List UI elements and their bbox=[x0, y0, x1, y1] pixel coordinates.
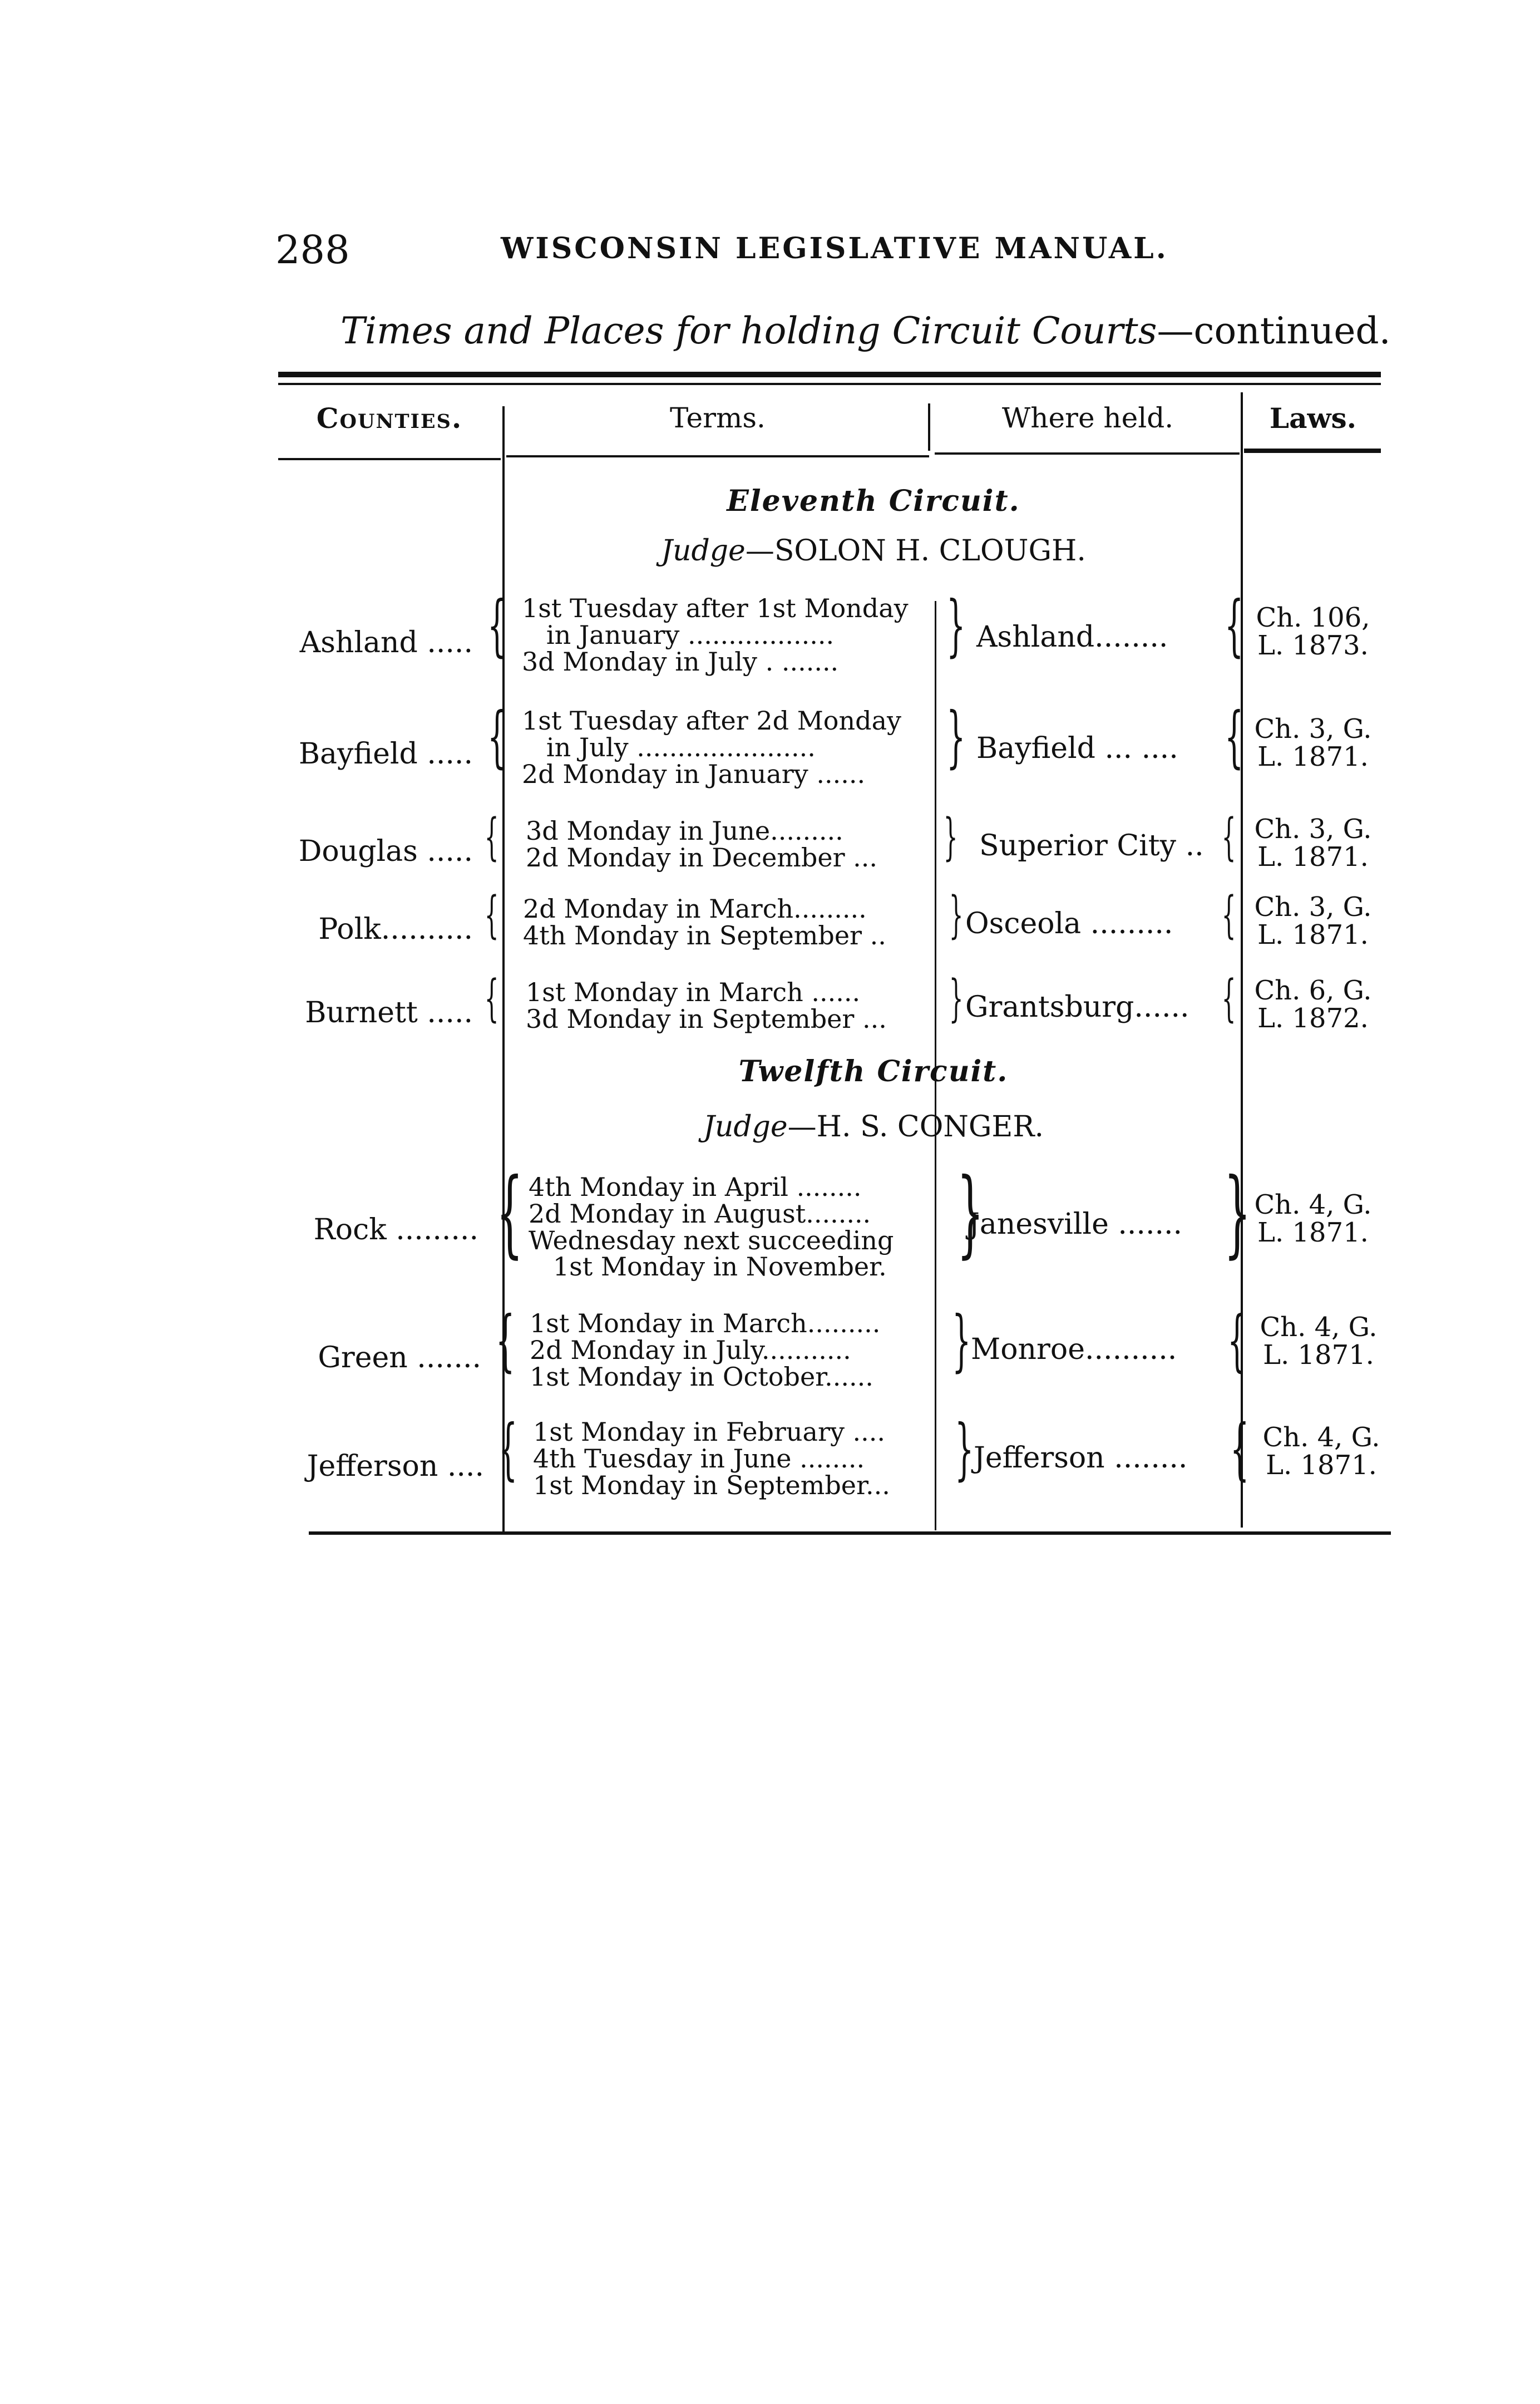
terms-burnett bbox=[526, 979, 887, 1033]
law-polk bbox=[1246, 893, 1380, 949]
law-rock bbox=[1246, 1191, 1380, 1247]
law-green bbox=[1252, 1313, 1385, 1370]
term-line: 1st Monday in October...... bbox=[530, 1361, 873, 1392]
circuit-name: Twelfth Circuit. bbox=[738, 1055, 1009, 1088]
brace-polk-terms: } bbox=[949, 886, 964, 944]
caption-rest: —continued. bbox=[1157, 309, 1391, 352]
place-ashland: Ashland........ bbox=[976, 620, 1168, 654]
header-underline-terms bbox=[506, 455, 929, 457]
term-line: 2d Monday in January ...... bbox=[522, 758, 866, 789]
county-ashland: Ashland ..... bbox=[299, 626, 473, 659]
brace-jefferson-county: { bbox=[498, 1411, 518, 1488]
column-rule-2 bbox=[928, 403, 930, 451]
brace-douglas-place: { bbox=[1221, 808, 1236, 866]
law-line: L. 1871. bbox=[1263, 1339, 1374, 1371]
term-line: 2d Monday in December ... bbox=[526, 842, 878, 873]
county-rock: Rock ......... bbox=[313, 1213, 478, 1247]
term-line: Wednesday next succeeding bbox=[529, 1225, 894, 1255]
caption-italic: Times and Places for holding Circuit Courts bbox=[340, 309, 1157, 352]
header-underline-where bbox=[935, 452, 1240, 455]
law-line: Ch. 106, bbox=[1256, 602, 1370, 633]
law-line: L. 1871. bbox=[1266, 1450, 1377, 1481]
place-jefferson: Jefferson ........ bbox=[974, 1441, 1188, 1475]
brace-douglas-terms: } bbox=[943, 808, 958, 866]
brace-douglas-county: { bbox=[484, 808, 499, 866]
circuit-name: Eleventh Circuit. bbox=[727, 484, 1020, 518]
term-line: 3d Monday in September ... bbox=[526, 1003, 887, 1034]
law-line: L. 1871. bbox=[1257, 1217, 1369, 1249]
terms-bayfield bbox=[522, 708, 901, 787]
term-line: 1st Monday in February .... bbox=[533, 1417, 886, 1447]
judge-name: —SOLON H. CLOUGH. bbox=[745, 534, 1086, 568]
term-line: 1st Monday in September... bbox=[533, 1470, 890, 1500]
terms-green bbox=[530, 1308, 881, 1392]
brace-burnett-county: { bbox=[484, 969, 499, 1028]
terms-ashland bbox=[522, 595, 909, 675]
law-line: L. 1873. bbox=[1257, 630, 1369, 662]
term-line: 2d Monday in July........... bbox=[530, 1334, 851, 1365]
judge-line-twelfth bbox=[504, 1110, 1243, 1144]
place-green: Monroe.......... bbox=[971, 1333, 1177, 1366]
term-line: 3d Monday in June......... bbox=[526, 816, 843, 846]
judge-label: Judge bbox=[661, 534, 746, 568]
law-line: Ch. 6, G. bbox=[1254, 975, 1372, 1006]
terms-douglas bbox=[526, 818, 877, 871]
place-burnett: Grantsburg...... bbox=[965, 991, 1189, 1024]
law-line: Ch. 4, G. bbox=[1262, 1422, 1380, 1453]
brace-green-place: { bbox=[1227, 1302, 1247, 1380]
brace-jefferson-place: { bbox=[1230, 1411, 1250, 1488]
running-head: WISCONSIN LEGISLATIVE MANUAL. bbox=[501, 231, 1168, 265]
page-number: 288 bbox=[275, 227, 350, 273]
circuit-heading-eleventh bbox=[504, 484, 1243, 518]
judge-name: —H. S. CONGER. bbox=[787, 1110, 1044, 1144]
brace-burnett-place: { bbox=[1221, 969, 1236, 1028]
header-laws: Laws. bbox=[1269, 402, 1357, 435]
law-line: Ch. 4, G. bbox=[1254, 1189, 1372, 1220]
brace-bayfield-county: { bbox=[487, 698, 507, 776]
law-line: Ch. 3, G. bbox=[1254, 713, 1372, 745]
county-green: Green ....... bbox=[318, 1341, 481, 1375]
law-douglas bbox=[1246, 815, 1380, 871]
table-caption bbox=[340, 309, 1391, 352]
place-rock: Janesville ....... bbox=[968, 1208, 1183, 1241]
law-burnett bbox=[1246, 977, 1380, 1033]
brace-ashland-terms: } bbox=[946, 587, 966, 664]
brace-bayfield-terms: } bbox=[946, 698, 966, 776]
brace-jefferson-terms: } bbox=[954, 1411, 974, 1488]
brace-green-county: { bbox=[495, 1302, 515, 1380]
county-bayfield: Bayfield ..... bbox=[298, 737, 473, 771]
top-rule-thin bbox=[278, 383, 1381, 385]
law-line: Ch. 3, G. bbox=[1254, 891, 1372, 923]
term-line: in January .................. bbox=[522, 619, 835, 650]
brace-ashland-place: { bbox=[1224, 587, 1244, 664]
top-rule-thick bbox=[278, 372, 1381, 377]
term-line: 1st Monday in March......... bbox=[530, 1308, 881, 1338]
judge-label: Judge bbox=[703, 1110, 788, 1144]
terms-rock bbox=[529, 1174, 894, 1280]
term-line: 1st Tuesday after 2d Monday bbox=[522, 706, 901, 736]
term-line: 1st Monday in November. bbox=[529, 1252, 887, 1282]
law-line: L. 1872. bbox=[1257, 1003, 1369, 1034]
brace-green-terms: } bbox=[951, 1302, 971, 1380]
term-line: 2d Monday in August........ bbox=[529, 1198, 871, 1229]
law-jefferson bbox=[1255, 1423, 1388, 1480]
county-polk: Polk.......... bbox=[318, 913, 473, 946]
law-line: L. 1871. bbox=[1257, 741, 1369, 773]
header-where-held: Where held. bbox=[1001, 402, 1174, 434]
county-douglas: Douglas ..... bbox=[298, 835, 473, 868]
header-counties: Counties. bbox=[316, 402, 463, 435]
term-line: 4th Tuesday in June ........ bbox=[533, 1443, 865, 1474]
county-burnett: Burnett ..... bbox=[305, 996, 473, 1029]
county-jefferson: Jefferson .... bbox=[307, 1450, 484, 1483]
brace-polk-county: { bbox=[484, 886, 499, 944]
brace-polk-place: { bbox=[1221, 886, 1236, 944]
header-underline-counties bbox=[278, 458, 501, 460]
terms-polk bbox=[523, 896, 886, 949]
term-line: 3d Monday in July . ....... bbox=[522, 646, 839, 677]
brace-ashland-county: { bbox=[487, 587, 507, 664]
term-line: 2d Monday in March......... bbox=[523, 894, 867, 924]
brace-rock-county: { bbox=[496, 1158, 524, 1268]
term-line: 4th Monday in September .. bbox=[523, 920, 886, 950]
law-line: L. 1871. bbox=[1257, 841, 1369, 873]
term-line: 1st Monday in March ...... bbox=[526, 977, 861, 1007]
law-line: Ch. 3, G. bbox=[1254, 814, 1372, 845]
term-line: in July ...................... bbox=[522, 732, 816, 762]
law-line: L. 1871. bbox=[1257, 919, 1369, 951]
place-douglas: Superior City .. bbox=[979, 829, 1204, 863]
place-bayfield: Bayfield ... .... bbox=[976, 732, 1178, 765]
law-line: Ch. 4, G. bbox=[1260, 1312, 1378, 1343]
brace-rock-place: } bbox=[1223, 1158, 1251, 1268]
place-polk: Osceola ......... bbox=[965, 907, 1173, 940]
brace-bayfield-place: { bbox=[1224, 698, 1244, 776]
brace-burnett-terms: } bbox=[949, 969, 964, 1028]
term-line: 4th Monday in April ........ bbox=[529, 1172, 862, 1202]
law-ashland bbox=[1246, 604, 1380, 660]
header-terms: Terms. bbox=[670, 402, 766, 434]
judge-line-eleventh bbox=[504, 534, 1243, 568]
terms-jefferson bbox=[533, 1419, 890, 1499]
bottom-rule bbox=[309, 1531, 1391, 1535]
term-line: 1st Tuesday after 1st Monday bbox=[522, 593, 909, 623]
header-underline-laws bbox=[1244, 449, 1381, 453]
circuit-heading-twelfth bbox=[504, 1055, 1243, 1088]
law-bayfield bbox=[1246, 715, 1380, 771]
brace-rock-terms: } bbox=[956, 1158, 984, 1268]
